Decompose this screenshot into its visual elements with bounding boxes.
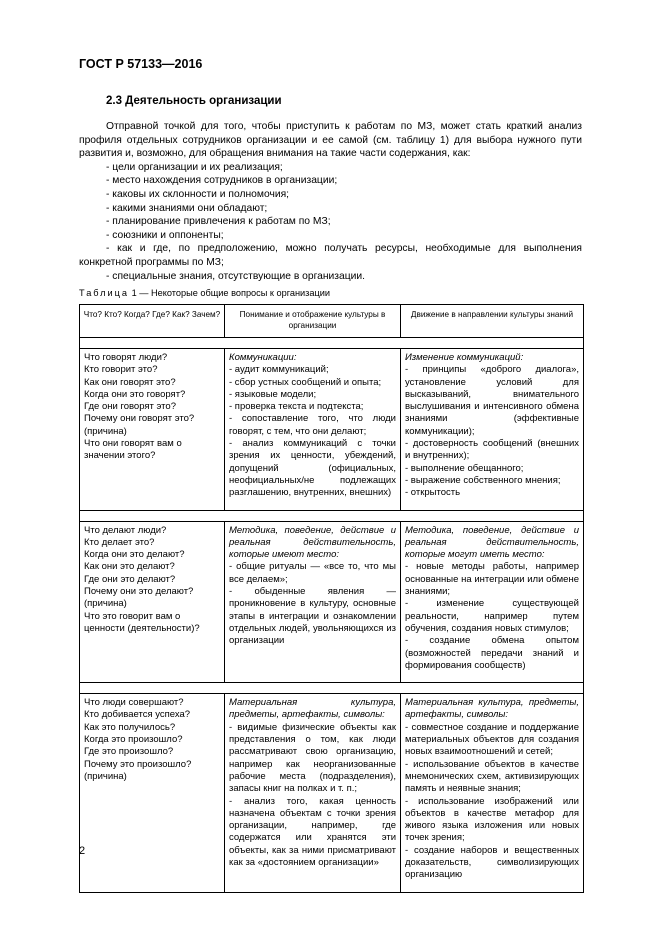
table-cell-knowledge: Материальная культура, предметы, артефакты, символы: - совместное создание и поддержание материальных объектов для создания новых взаимоотношений и сетей; - использование объектов в качестве мнемонических схем, активизирующих память и неявные знания; - использование изображений или объектов в качестве метафор для живого языка изложения или новых точек зрения; - создание наборов и вещественных доказательств, символизирующих организацию: [401, 694, 584, 892]
intro-list: [79, 161, 582, 283]
table-cell-culture: Материальная культура, предметы, артефакты, символы: - видимые физические объекты как представления о том, как люди рассматривают свою организацию, например как неорганизованные рабочие места (подразделения), запасы книг на полках и т. п.; - анализ того, какая ценность назначена объектам с точки зрения организации, например, где содержатся или хранятся эти объекты, как за ними присматривают как за «достоянием организации»: [225, 694, 401, 892]
list-item: - союзники и оппоненты;: [106, 229, 224, 241]
intro-paragraph: Отправной точкой для того, чтобы приступить к работам по МЗ, может стать краткий анализ профиля отдельных сотрудников организации и ее самой (см. таблицу 1) для выбора нужного пути развития и, возможно, для обращения внимания на такие части содержания, как:: [79, 121, 582, 160]
list-item: - цели организации и их реализация;: [106, 161, 283, 173]
section-title: 2.3 Деятельность организации: [106, 95, 282, 107]
list-item: - какими знаниями они обладают;: [106, 202, 268, 214]
document-header: ГОСТ Р 57133—2016: [79, 57, 203, 71]
table-caption: [79, 288, 330, 298]
table-cell-questions: Что люди совершают? Кто добивается успеха? Как это получилось? Когда это произошло? Где это произошло? Почему это произошло? (причина): [80, 694, 225, 892]
table-cell-culture: Методика, поведение, действие и реальная действительность, которые имеют место: - общие ритуалы — «все то, что мы все делаем»; - обыденные явления — проникновение в культуру, основные этапы в интеграции и ознакомлении отдельных людей, увольняющихся из организации: [225, 521, 401, 683]
table-caption-label: Таблица: [79, 288, 130, 298]
table-cell-knowledge: Изменение коммуникаций: - принципы «доброго диалога», установление условий для высказываний, внимательного выслушивания и интенсивного обмена знаниями (эффективные коммуникации); - достоверность сообщений (внешних и внутренних); - выполнение обещанного; - выражение собственного мнения; - открытость: [401, 349, 584, 511]
table-caption-text: 1 — Некоторые общие вопросы к организации: [131, 288, 331, 298]
list-item: - каковы их склонности и полномочия;: [106, 188, 290, 200]
table-row: [80, 349, 584, 511]
list-item: - место нахождения сотрудников в организации;: [106, 175, 338, 187]
list-item: - как и где, по предположению, можно получать ресурсы, необходимые для выполнения конкретной программы по МЗ;: [79, 243, 582, 268]
table-header-cell: Что? Кто? Когда? Где? Как? Зачем?: [80, 305, 225, 338]
page-number: 2: [79, 845, 86, 857]
table-cell-questions: Что делают люди? Кто делает это? Когда они это делают? Как они это делают? Где они это делают? Почему они это делают? (причина) Что это говорит вам о ценности (деятельности)?: [80, 521, 225, 683]
table-header-row: [80, 305, 584, 338]
list-item: - специальные знания, отсутствующие в организации.: [106, 270, 366, 282]
table-header-cell: Движение в направлении культуры знаний: [401, 305, 584, 338]
intro-text: [79, 120, 582, 283]
table-cell-knowledge: Методика, поведение, действие и реальная действительность, которые могут иметь место: - новые методы работы, например основанные на интеграции или обмене знаниями; - изменение существующей реальности, например путем обучения, создания новых стимулов; - создание обмена опытом (возможностей передачи знаний и формирования сообществ): [401, 521, 584, 683]
table-row: [80, 521, 584, 683]
table-cell-questions: Что говорят люди? Кто говорит это? Как они говорят это? Когда они это говорят? Где они говорят это? Почему они говорят это? (причина) Что они говорят вам о значении этого?: [80, 349, 225, 511]
table-header-cell: Понимание и отображение культуры в организации: [225, 305, 401, 338]
questions-table: [79, 304, 584, 893]
table-row: [80, 694, 584, 892]
list-item: - планирование привлечения к работам по МЗ;: [106, 216, 331, 228]
table-cell-culture: Коммуникации: - аудит коммуникаций; - сбор устных сообщений и опыта; - языковые модели; - проверка текста и подтекста; - сопоставление того, что люди говорят, с тем, что они делают; - анализ коммуникаций с точки зрения их ценности, убеждений, допущений (официальных, неофициальных/не подлежащих разглашению, внутренних, внешних): [225, 349, 401, 511]
